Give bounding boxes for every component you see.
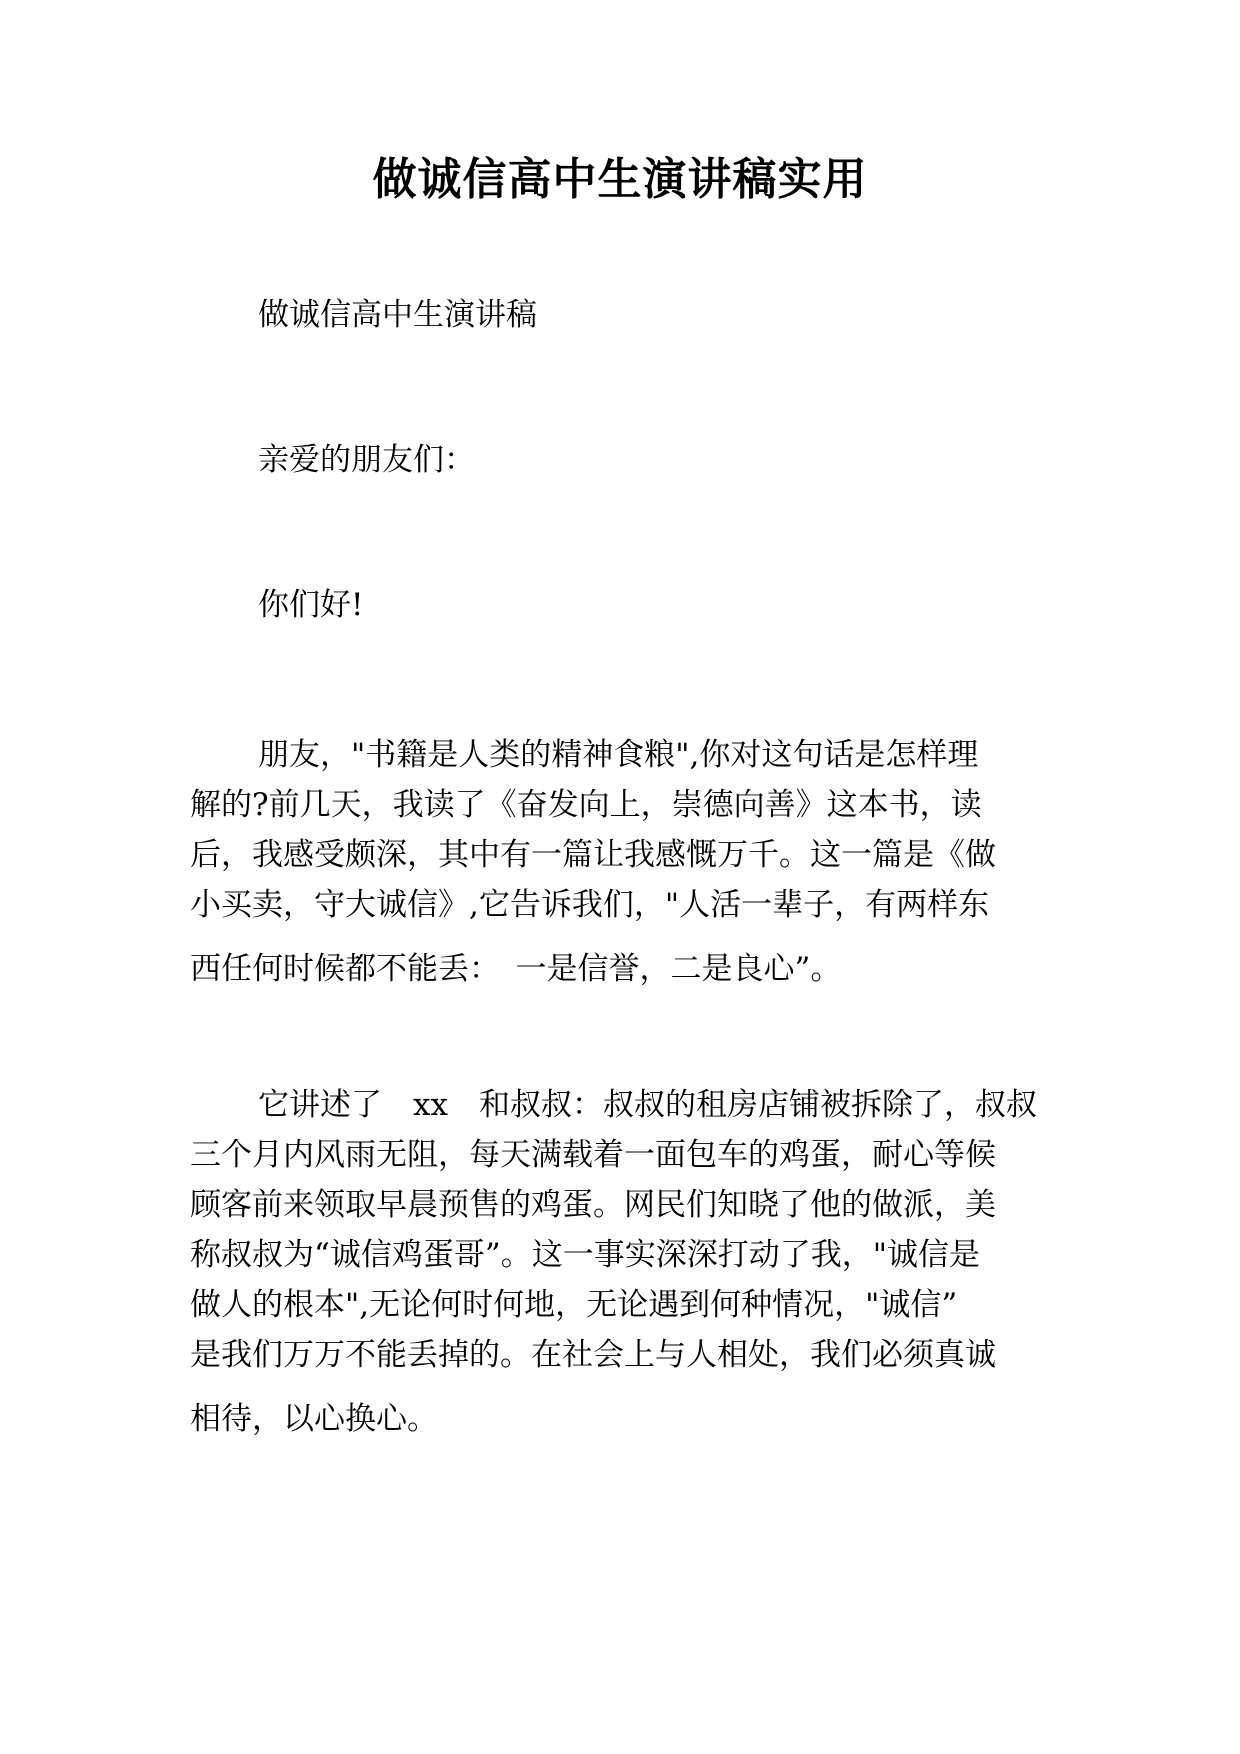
paragraph-egg-story — [190, 1080, 1070, 1444]
paragraph-line: 西任何时候都不能丢： 一是信誉，二是良心”。 — [190, 951, 842, 987]
paragraph-line: 后，我感受颇深，其中有一篇让我感慨万千。这一篇是《做 — [190, 837, 996, 873]
document-title: 做诚信高中生演讲稿实用 — [372, 154, 868, 205]
paragraph-line: 顾客前来领取早晨预售的鸡蛋。网民们知晓了他的做派，美 — [190, 1187, 996, 1223]
paragraph-line: 小买卖，守大诚信》,它告诉我们，"人活一辈子，有两样东 — [190, 887, 990, 923]
paragraph-line: 三个月内风雨无阻，每天满载着一面包车的鸡蛋，耐心等候 — [190, 1137, 996, 1173]
hello-line: 你们好! — [258, 587, 364, 623]
greeting-line: 亲爱的朋友们： — [258, 442, 475, 478]
paragraph-line: 相待，以心换心。 — [190, 1401, 438, 1437]
paragraph-line: 它讲述了 xx 和叔叔：叔叔的租房店铺被拆除了，叔叔 — [258, 1087, 1037, 1123]
paragraph-line: 解的?前几天，我读了《奋发向上，崇德向善》这本书，读 — [190, 787, 982, 823]
speech-subtitle: 做诚信高中生演讲稿 — [258, 297, 537, 333]
paragraph-line: 做人的根本",无论何时何地，无论遇到何种情况，"诚信” — [190, 1287, 958, 1323]
paragraph-line: 称叔叔为“诚信鸡蛋哥”。这一事实深深打动了我，"诚信是 — [190, 1237, 980, 1273]
paragraph-line: 朋友，"书籍是人类的精神食粮",你对这句话是怎样理 — [258, 737, 979, 773]
paragraph-book-reflection — [190, 730, 1070, 994]
paragraph-line: 是我们万万不能丢掉的。在社会上与人相处，我们必须真诚 — [190, 1337, 996, 1373]
